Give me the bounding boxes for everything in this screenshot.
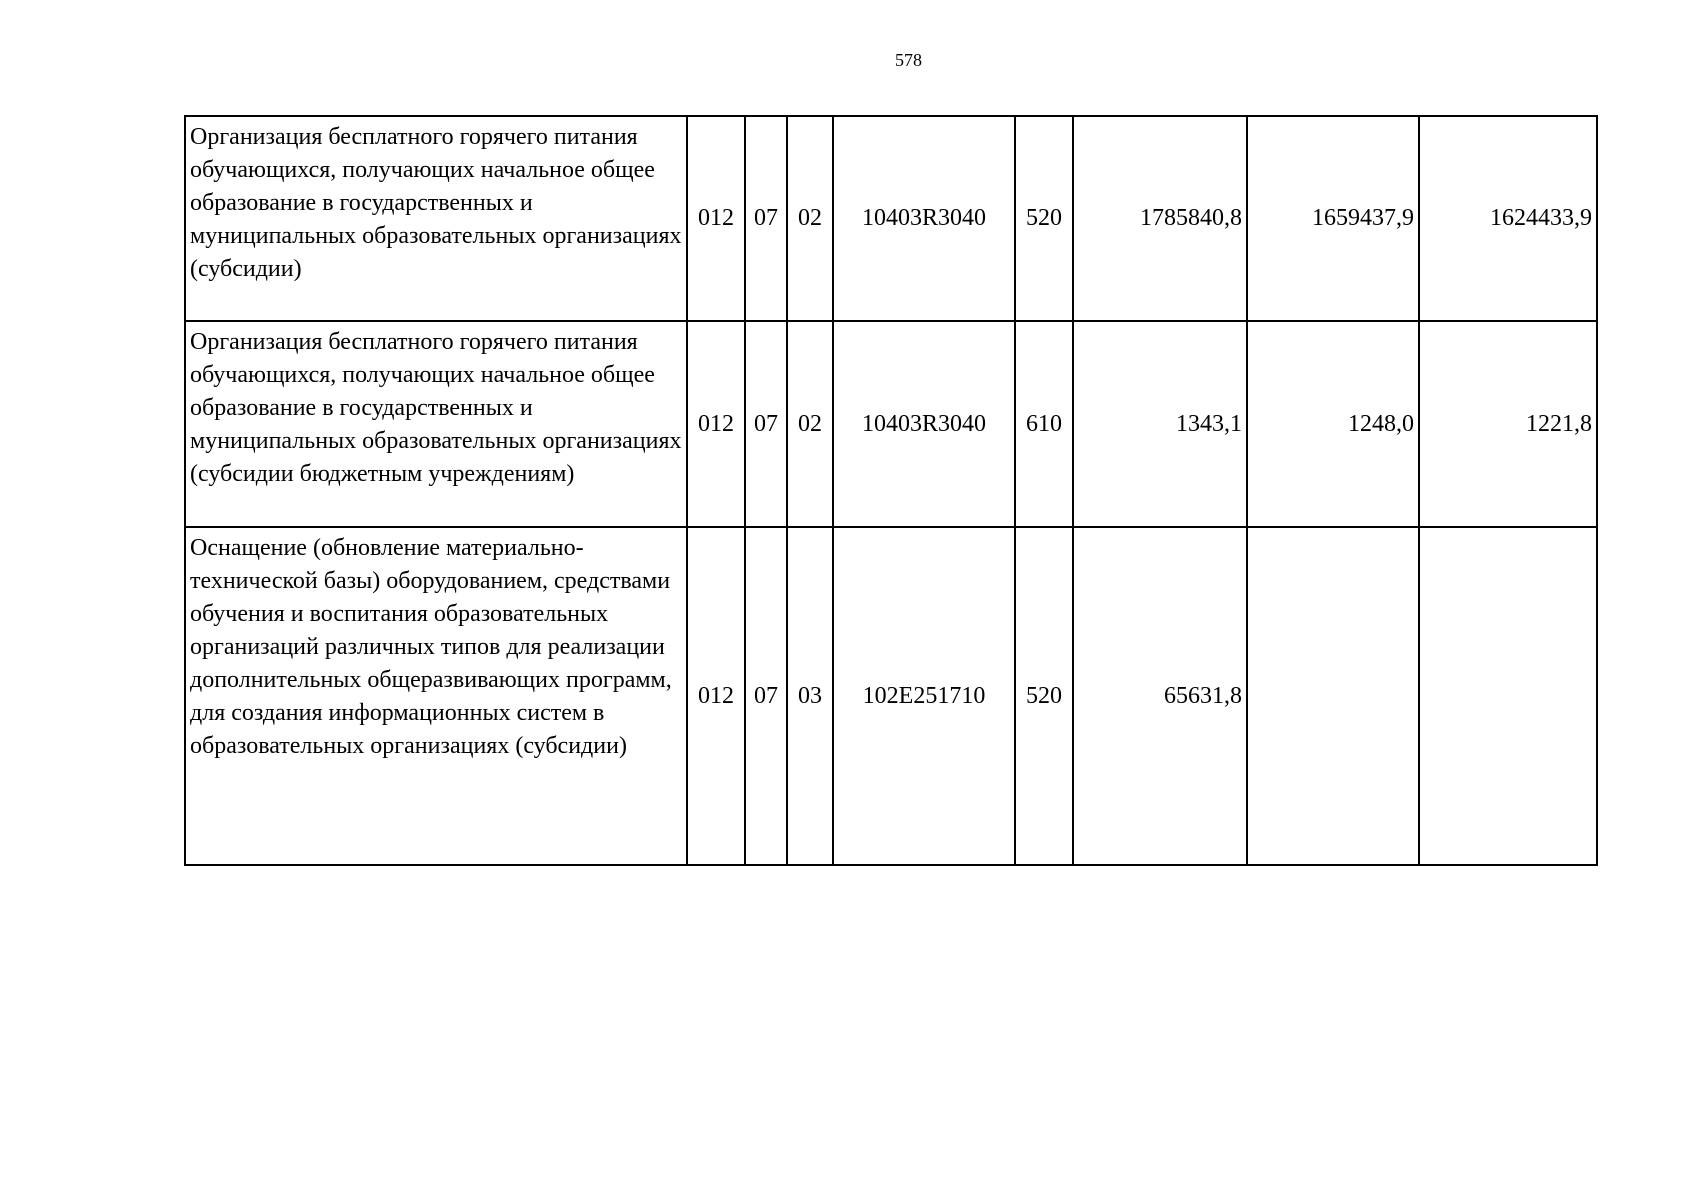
amount-year-2 bbox=[1247, 527, 1419, 865]
subsection-code: 02 bbox=[787, 321, 833, 527]
subsection-code: 02 bbox=[787, 116, 833, 321]
expense-description: Организация бесплатного горячего питания обучающихся, получающих начальное общее образование в государственных и муниципальных образовательных организациях (субсидии бюджетным учреждениям) bbox=[185, 321, 687, 527]
ministry-code: 012 bbox=[687, 321, 745, 527]
target-item-code: 102E251710 bbox=[833, 527, 1015, 865]
expense-type-code: 610 bbox=[1015, 321, 1073, 527]
amount-year-1: 1785840,8 bbox=[1073, 116, 1247, 321]
table-row bbox=[185, 116, 1597, 321]
amount-year-1: 65631,8 bbox=[1073, 527, 1247, 865]
expense-description: Организация бесплатного горячего питания обучающихся, получающих начальное общее образование в государственных и муниципальных образовательных организациях (субсидии) bbox=[185, 116, 687, 321]
target-item-code: 10403R3040 bbox=[833, 116, 1015, 321]
amount-year-2: 1248,0 bbox=[1247, 321, 1419, 527]
expense-description: Оснащение (обновление материально-технической базы) оборудованием, средствами обучения и воспитания образовательных организаций различных типов для реализации дополнительных общеразвивающих программ, для создания информационных систем в образовательных организациях (субсидии) bbox=[185, 527, 687, 865]
subsection-code: 03 bbox=[787, 527, 833, 865]
amount-year-3: 1221,8 bbox=[1419, 321, 1597, 527]
section-code: 07 bbox=[745, 116, 787, 321]
ministry-code: 012 bbox=[687, 116, 745, 321]
expense-type-code: 520 bbox=[1015, 527, 1073, 865]
section-code: 07 bbox=[745, 527, 787, 865]
table-row bbox=[185, 321, 1597, 527]
table-row bbox=[185, 527, 1597, 865]
amount-year-3 bbox=[1419, 527, 1597, 865]
amount-year-3: 1624433,9 bbox=[1419, 116, 1597, 321]
target-item-code: 10403R3040 bbox=[833, 321, 1015, 527]
page-number: 578 bbox=[895, 50, 922, 70]
expense-type-code: 520 bbox=[1015, 116, 1073, 321]
amount-year-1: 1343,1 bbox=[1073, 321, 1247, 527]
ministry-code: 012 bbox=[687, 527, 745, 865]
amount-year-2: 1659437,9 bbox=[1247, 116, 1419, 321]
section-code: 07 bbox=[745, 321, 787, 527]
budget-table bbox=[184, 115, 1598, 866]
